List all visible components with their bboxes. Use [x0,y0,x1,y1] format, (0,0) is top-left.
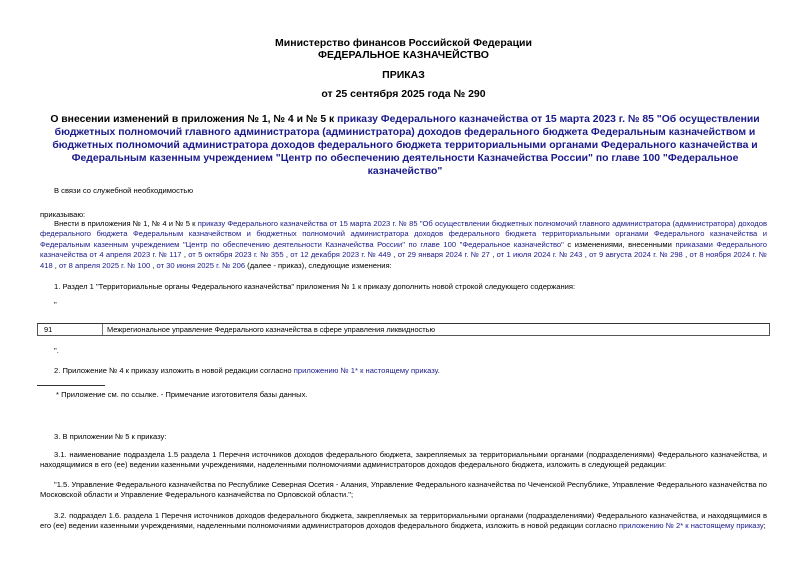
quote-open: " [54,300,57,309]
amendment-link[interactable]: от 8 апреля 2025 г. № 100 [59,260,151,270]
document-type: ПРИКАЗ [382,69,425,81]
amendment-link[interactable]: от 8 ноября 2024 г. № 418 [40,250,767,270]
ministry-name: Министерство финансов Российской Федерации [275,37,532,49]
amendment-link[interactable]: от 9 августа 2024 г. № 298 [589,250,683,260]
separator: , [489,250,497,260]
footnote-divider [37,385,105,386]
amendment-link[interactable]: от 30 июня 2025 г. № 206 [156,260,246,270]
table-cell-code: 91 [38,324,103,335]
p1-mid: с изменениями, внесенными [563,239,676,249]
item32-suffix: ; [763,521,766,531]
table-cell-name: Межрегиональное управление Федерального казначейства в сфере управления ликвидностью [107,325,436,334]
amendment-link[interactable]: приказами Федерального казначейства от 4 апреля 2023 г. № 117 [40,239,767,260]
separator: , [52,260,60,270]
document-title [36,113,774,178]
item-2 [54,366,781,376]
amendment-link[interactable]: от 5 октября 2023 г. № 355 [188,250,284,260]
item-1: 1. Раздел 1 "Территориальные органы Федерального казначейства" приложения № 1 к приказу дополнить новой строкой следующего содержания: [54,282,576,291]
item2-suffix: . [437,366,440,375]
agency-name: ФЕДЕРАЛЬНОЕ КАЗНАЧЕЙСТВО [318,49,489,61]
orders-text: приказываю: [40,210,86,219]
order-85-link[interactable]: приказу Федерального казначейства от 15 марта 2023 г. № 85 "Об осуществлении бюджетных полномочий главного администратора (администратора) доходов федерального бюджета Федеральным казначейством и бюджетных полномочий администратора доходов федерального бюджета территориальными органами Федерального казначейства и Федеральным казенным учреждением "Центр по обеспечению деятельности Казначейства России" по главе 100 "Федеральное казначейство" [40,219,767,249]
table-row [37,323,770,336]
separator: , [390,250,398,260]
reason-text: В связи со служебной необходимостью [54,186,194,195]
amendment-link[interactable]: от 1 июля 2024 г. № 243 [496,250,583,260]
p1-prefix: Внести в приложения № 1, № 4 и № 5 к [54,219,198,228]
document-date: от 25 сентября 2025 года № 290 [321,88,486,100]
separator: , [682,250,690,260]
subsection-1-5-text: "1.5. Управление Федерального казначейства по Республике Северная Осетия - Алания, Управление Федерального казначейства по Чеченской Республике, Управление Федерального казначейства по Московской области и Управление Федерального казначейства по Орловской области."; [40,480,767,500]
p1-suffix: (далее - приказ), следующие изменения: [245,260,392,270]
separator: , [582,250,590,260]
amendment-link[interactable]: от 12 декабря 2023 г. № 449 [290,250,391,260]
main-paragraph [40,219,767,271]
item32-prefix: 3.2. подраздел 1.6. раздела 1 Перечня источников доходов федерального бюджета, закрепляемых за территориальными органами (подразделениями) Федерального казначейства, и находящимися в его (ее) ведении казенными учреждениями, наделенными полномочиями администраторов доходов федерального бюджета, изложить в новой редакции согласно [40,511,767,531]
separator: , [181,250,189,260]
amendment-link[interactable]: от 29 января 2024 г. № 27 [397,250,490,260]
item-3: 3. В приложении № 5 к приказу: [54,432,167,441]
footnote: * Приложение см. по ссылке. - Примечание изготовителя базы данных. [56,390,308,399]
title-order-link[interactable]: приказу Федерального казначейства от 15 марта 2023 г. № 85 "Об осуществлении бюджетных полномочий главного администратора (администратора) доходов федерального бюджета Федеральным казначейством и бюджетных полномочий администратора доходов федерального бюджета территориальными органами Федерального казначейства и Федеральным казенным учреждением "Центр по обеспечению деятельности Казначейства России" по главе 100 "Федеральное казначейство" [52,114,760,177]
appendix-2-link[interactable]: приложению № 2* к настоящему приказу [618,521,764,531]
separator: , [150,260,157,270]
appendix-1-link[interactable]: приложению № 1* к настоящему приказу [293,366,438,375]
item-3-2 [40,511,767,532]
item2-prefix: 2. Приложение № 4 к приказу изложить в новой редакции согласно [54,366,294,375]
separator: , [283,250,291,260]
item-3-1: 3.1. наименование подраздела 1.5 раздела 1 Перечня источников доходов федерального бюджета, закрепляемых за территориальными органами (подразделениями) Федерального казначейства, и находящимися в его (ее) ведении казенными учреждениями, наделенными полномочиями администраторов доходов федерального бюджета, изложить в следующей редакции: [40,450,767,470]
quote-close: ". [54,346,59,355]
title-prefix: О внесении изменений в приложения № 1, № 4 и № 5 к [50,114,338,125]
